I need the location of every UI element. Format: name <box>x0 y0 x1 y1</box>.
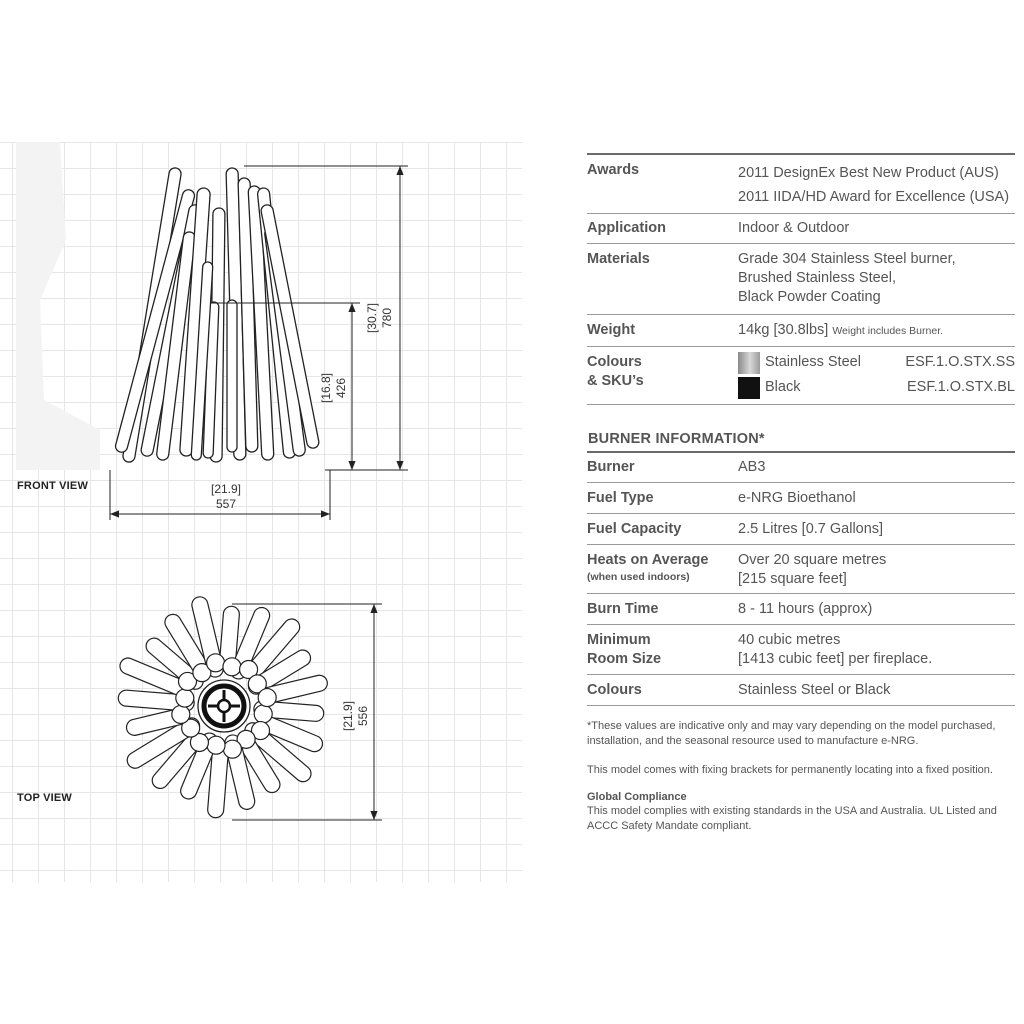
compliance-text: This model complies with existing standards in the USA and Australia. UL Listed and ACCC Safety Mandate compliant. <box>587 805 997 832</box>
compliance-title: Global Compliance <box>587 791 687 803</box>
fuel-capacity-value: 2.5 Litres [0.7 Gallons] <box>738 521 884 537</box>
front-view-label: FRONT VIEW <box>17 480 89 492</box>
heats-sublabel: (when used indoors) <box>587 571 690 583</box>
front-width-mm: 557 <box>215 497 237 511</box>
fuel-type-label: Fuel Type <box>587 490 654 506</box>
colours-value: Stainless Steel or Black <box>738 682 891 698</box>
sku-option-stainless <box>738 350 1015 375</box>
spec-row-application <box>587 214 1015 243</box>
material-line-3: Black Powder Coating <box>738 289 881 305</box>
material-line-1: Grade 304 Stainless Steel burner, <box>738 251 956 267</box>
spec-row-colours <box>587 675 1015 705</box>
backdrop-shape <box>16 142 100 470</box>
sku-option-name: Stainless Steel <box>765 354 861 370</box>
colours-skus-label <box>587 350 738 400</box>
front-height-mm: 780 <box>380 307 394 329</box>
min-room-value <box>738 631 1015 669</box>
weight-label: Weight <box>587 322 636 338</box>
burner-height-mm: 426 <box>334 377 348 399</box>
spec-row-colours-skus <box>587 347 1015 404</box>
front-width-in: [21.9] <box>210 482 242 496</box>
technical-drawing-panel <box>0 142 522 882</box>
colours-skus-label-line-2: & SKU’s <box>587 373 644 389</box>
stick-end-circle <box>176 689 194 707</box>
material-line-2: Brushed Stainless Steel, <box>738 270 896 286</box>
award-line-1: 2011 DesignEx Best New Product (AUS) <box>738 165 999 181</box>
min-room-label-line-2: Room Size <box>587 651 662 667</box>
spec-row-weight <box>587 315 1015 346</box>
spec-row-min-room <box>587 625 1015 674</box>
spec-row-fuel-type <box>587 483 1015 513</box>
top-diameter-in: [21.9] <box>341 700 355 732</box>
log-stick <box>227 300 237 452</box>
weight-value <box>738 321 1015 341</box>
burn-time-value: 8 - 11 hours (approx) <box>738 601 873 617</box>
spec-row-fuel-capacity <box>587 514 1015 544</box>
fuel-type-value: e-NRG Bioethanol <box>738 490 856 506</box>
burner-height-in: [16.8] <box>319 372 333 404</box>
burner-label: Burner <box>587 459 635 475</box>
heats-value <box>738 551 1015 589</box>
stick-end-circle <box>207 654 225 672</box>
spec-row-awards <box>587 155 1015 213</box>
specification-table <box>587 153 1015 834</box>
top-diameter-mm: 556 <box>356 705 370 727</box>
stainless-swatch <box>738 352 760 374</box>
fixing-note: This model comes with fixing brackets for permanently locating into a fixed position. <box>587 764 993 776</box>
black-swatch <box>738 377 760 399</box>
spec-row-heats <box>587 545 1015 593</box>
sku-option-code: ESF.1.O.STX.SS <box>905 354 1015 370</box>
min-room-label-line-1: Minimum <box>587 632 651 648</box>
min-room-line-2: [1413 cubic feet] per fireplace. <box>738 651 933 667</box>
stick-end-circle <box>172 705 190 723</box>
heats-label-text: Heats on Average <box>587 552 709 568</box>
table-rule <box>587 705 1015 706</box>
awards-value <box>738 161 1015 209</box>
stick-end-circle <box>223 740 241 758</box>
sku-option-code: ESF.1.O.STX.BL <box>907 379 1015 395</box>
min-room-line-1: 40 cubic metres <box>738 632 841 648</box>
application-value: Indoor & Outdoor <box>738 220 850 236</box>
colours-skus-label-line-1: Colours <box>587 354 642 370</box>
sku-option-name: Black <box>765 379 801 395</box>
stick-end-circle <box>207 736 225 754</box>
front-height-in: [30.7] <box>365 302 379 334</box>
heats-label <box>587 551 738 589</box>
stick-end-circle <box>254 705 272 723</box>
sku-option-black <box>738 375 1015 400</box>
spec-row-burn-time <box>587 594 1015 624</box>
fuel-capacity-label: Fuel Capacity <box>587 521 682 537</box>
colours-label: Colours <box>587 682 642 698</box>
stick-end-circle <box>258 689 276 707</box>
heats-line-1: Over 20 square metres <box>738 552 887 568</box>
spec-row-materials <box>587 244 1015 314</box>
spec-row-burner <box>587 453 1015 482</box>
weight-amount: 14kg [30.8lbs] <box>738 322 829 338</box>
materials-label: Materials <box>587 251 650 267</box>
award-line-2: 2011 IIDA/HD Award for Excellence (USA) <box>738 189 1010 205</box>
awards-label: Awards <box>587 162 640 178</box>
heats-line-2: [215 square feet] <box>738 571 847 587</box>
technical-drawing <box>0 142 522 882</box>
disclaimer-note: *These values are indicative only and may vary depending on the model purchased, installation, and the seasonal resource used to manufacture e-NRG. <box>587 720 996 747</box>
materials-value <box>738 250 1015 307</box>
burner-top-symbol <box>198 680 250 732</box>
burner-value: AB3 <box>738 459 766 475</box>
colours-skus-value <box>738 350 1015 400</box>
min-room-label <box>587 631 738 669</box>
burner-info-header: BURNER INFORMATION* <box>588 431 765 447</box>
burn-time-label: Burn Time <box>587 601 659 617</box>
weight-note: Weight includes Burner. <box>832 325 944 337</box>
top-view-label: TOP VIEW <box>17 792 72 804</box>
stick-end-circle <box>223 658 241 676</box>
front-view-sticks <box>114 167 320 463</box>
application-label: Application <box>587 220 666 236</box>
